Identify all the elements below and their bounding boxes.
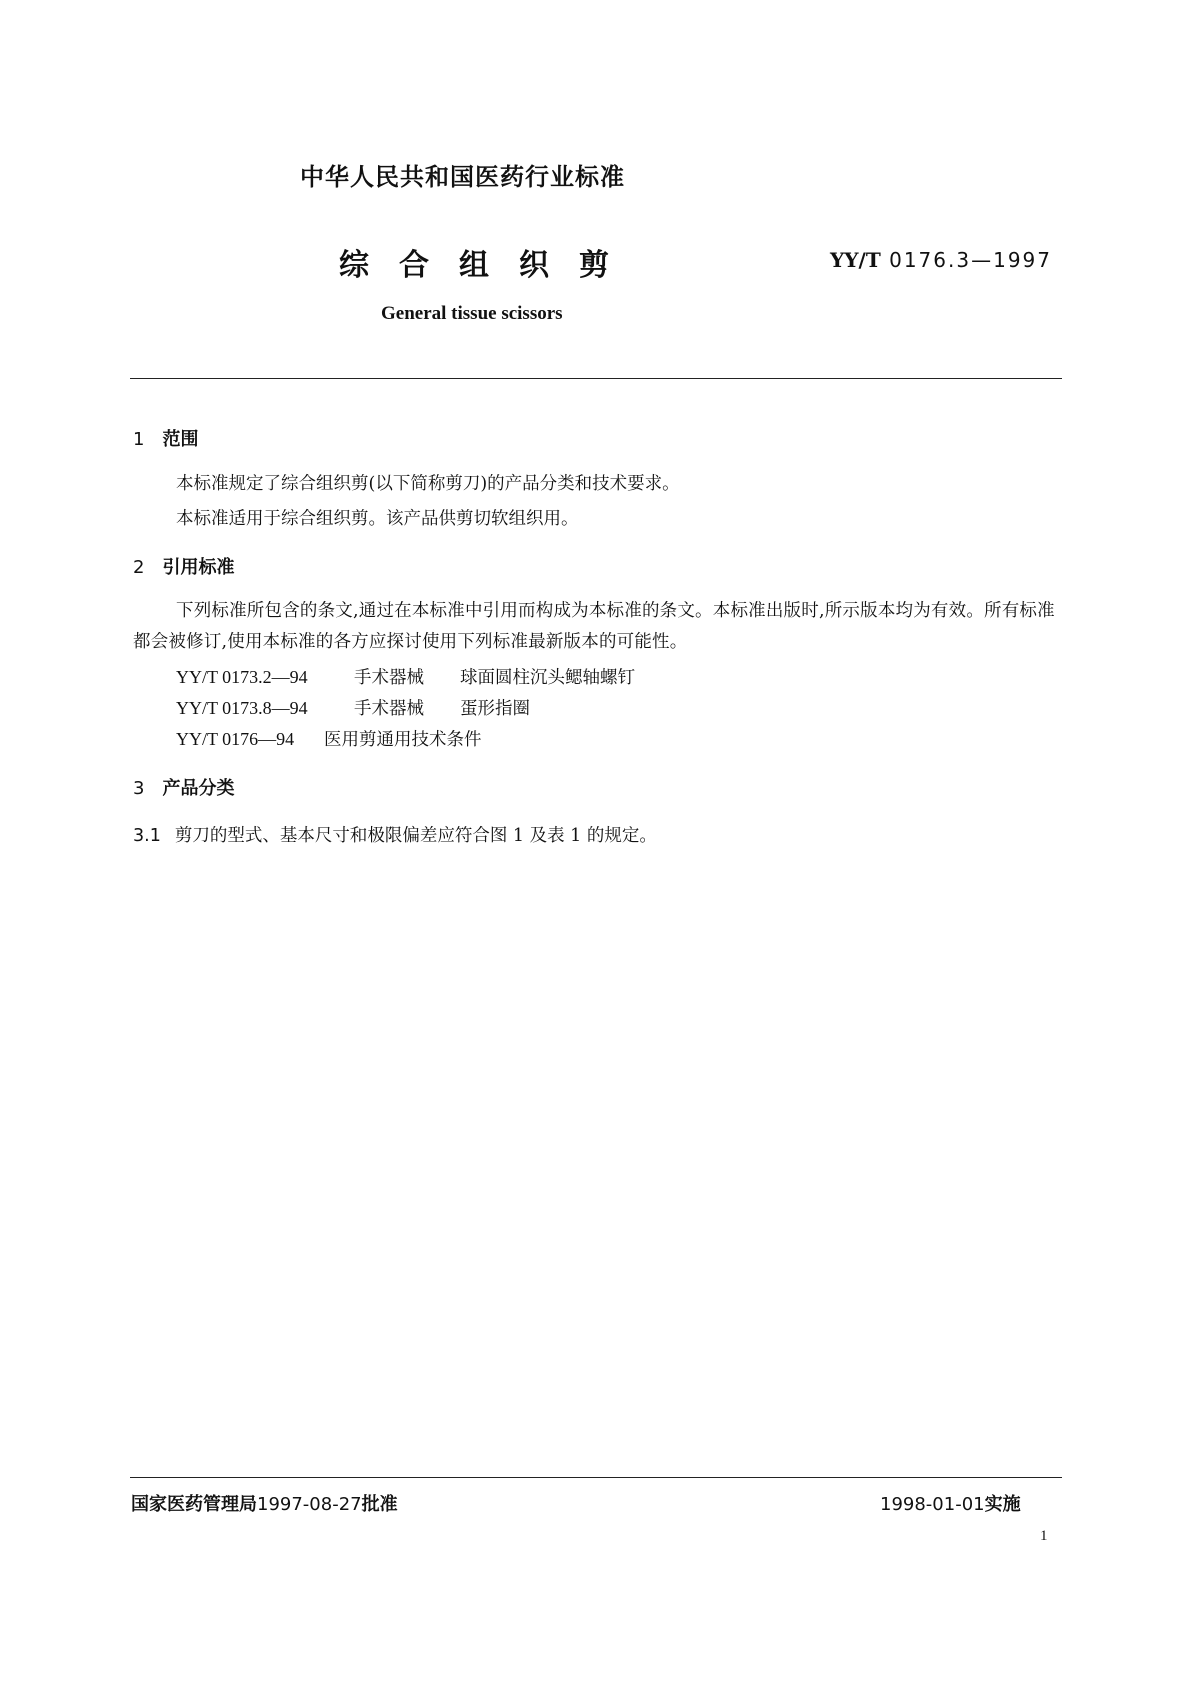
subclause-text: 剪刀的型式、基本尺寸和极限偏差应符合图 1 及表 1 的规定。 xyxy=(174,826,657,846)
reference-category: 手术器械 xyxy=(354,668,424,688)
approval-suffix: 批准 xyxy=(361,1494,398,1515)
reference-name: 医用剪通用技术条件 xyxy=(324,730,482,750)
paragraph: 本标准规定了综合组织剪(以下简称剪刀)的产品分类和技术要求。 xyxy=(176,474,680,494)
subclause-number: 3.1 xyxy=(133,826,161,846)
effective-suffix: 实施 xyxy=(984,1494,1021,1515)
section-2-heading xyxy=(133,553,234,579)
standard-number-value: 0176.3—1997 xyxy=(889,248,1052,272)
section-number: 1 xyxy=(133,429,145,450)
reference-code: YY/T 0173.8—94 xyxy=(176,698,308,718)
header-divider xyxy=(130,378,1062,379)
document-subtitle: General tissue scissors xyxy=(381,303,563,324)
effective-line xyxy=(880,1490,1021,1516)
reference-name: 球面圆柱沉头鳃轴螺钉 xyxy=(460,668,635,688)
footer-divider xyxy=(130,1477,1062,1478)
section-title: 引用标准 xyxy=(162,557,235,578)
reference-name: 蛋形指圈 xyxy=(460,699,530,719)
section-title: 范围 xyxy=(162,429,199,450)
approval-date: 1997-08-27 xyxy=(257,1494,362,1515)
reference-item xyxy=(176,664,635,689)
reference-item xyxy=(176,726,482,751)
paragraph: 下列标准所包含的条文,通过在本标准中引用而构成为本标准的条文。本标准出版时,所示版本均为有效。所有标准都会被修订,使用本标准的各方应探讨使用下列标准最新版本的可能性。 xyxy=(133,601,1055,652)
reference-category: 手术器械 xyxy=(354,699,424,719)
section-3-heading xyxy=(133,774,234,800)
section-number: 2 xyxy=(133,557,145,578)
section-1-heading xyxy=(133,425,198,451)
issuer-line: 中华人民共和国医药行业标准 xyxy=(300,163,625,191)
reference-code: YY/T 0173.2—94 xyxy=(176,667,308,687)
effective-date: 1998-01-01 xyxy=(880,1494,985,1515)
document-title: 综合组织剪 xyxy=(339,248,639,283)
standard-code: YY/T xyxy=(830,248,881,272)
subclause-3-1 xyxy=(133,822,657,847)
reference-item xyxy=(176,695,530,720)
paragraph: 本标准适用于综合组织剪。该产品供剪切软组织用。 xyxy=(176,509,579,529)
page-number: 1 xyxy=(1040,1528,1048,1544)
section-title: 产品分类 xyxy=(162,778,235,799)
approval-line xyxy=(131,1490,398,1516)
reference-code: YY/T 0176—94 xyxy=(176,729,295,749)
standard-number xyxy=(830,248,1052,272)
approver: 国家医药管理局 xyxy=(131,1494,257,1515)
section-number: 3 xyxy=(133,778,145,799)
